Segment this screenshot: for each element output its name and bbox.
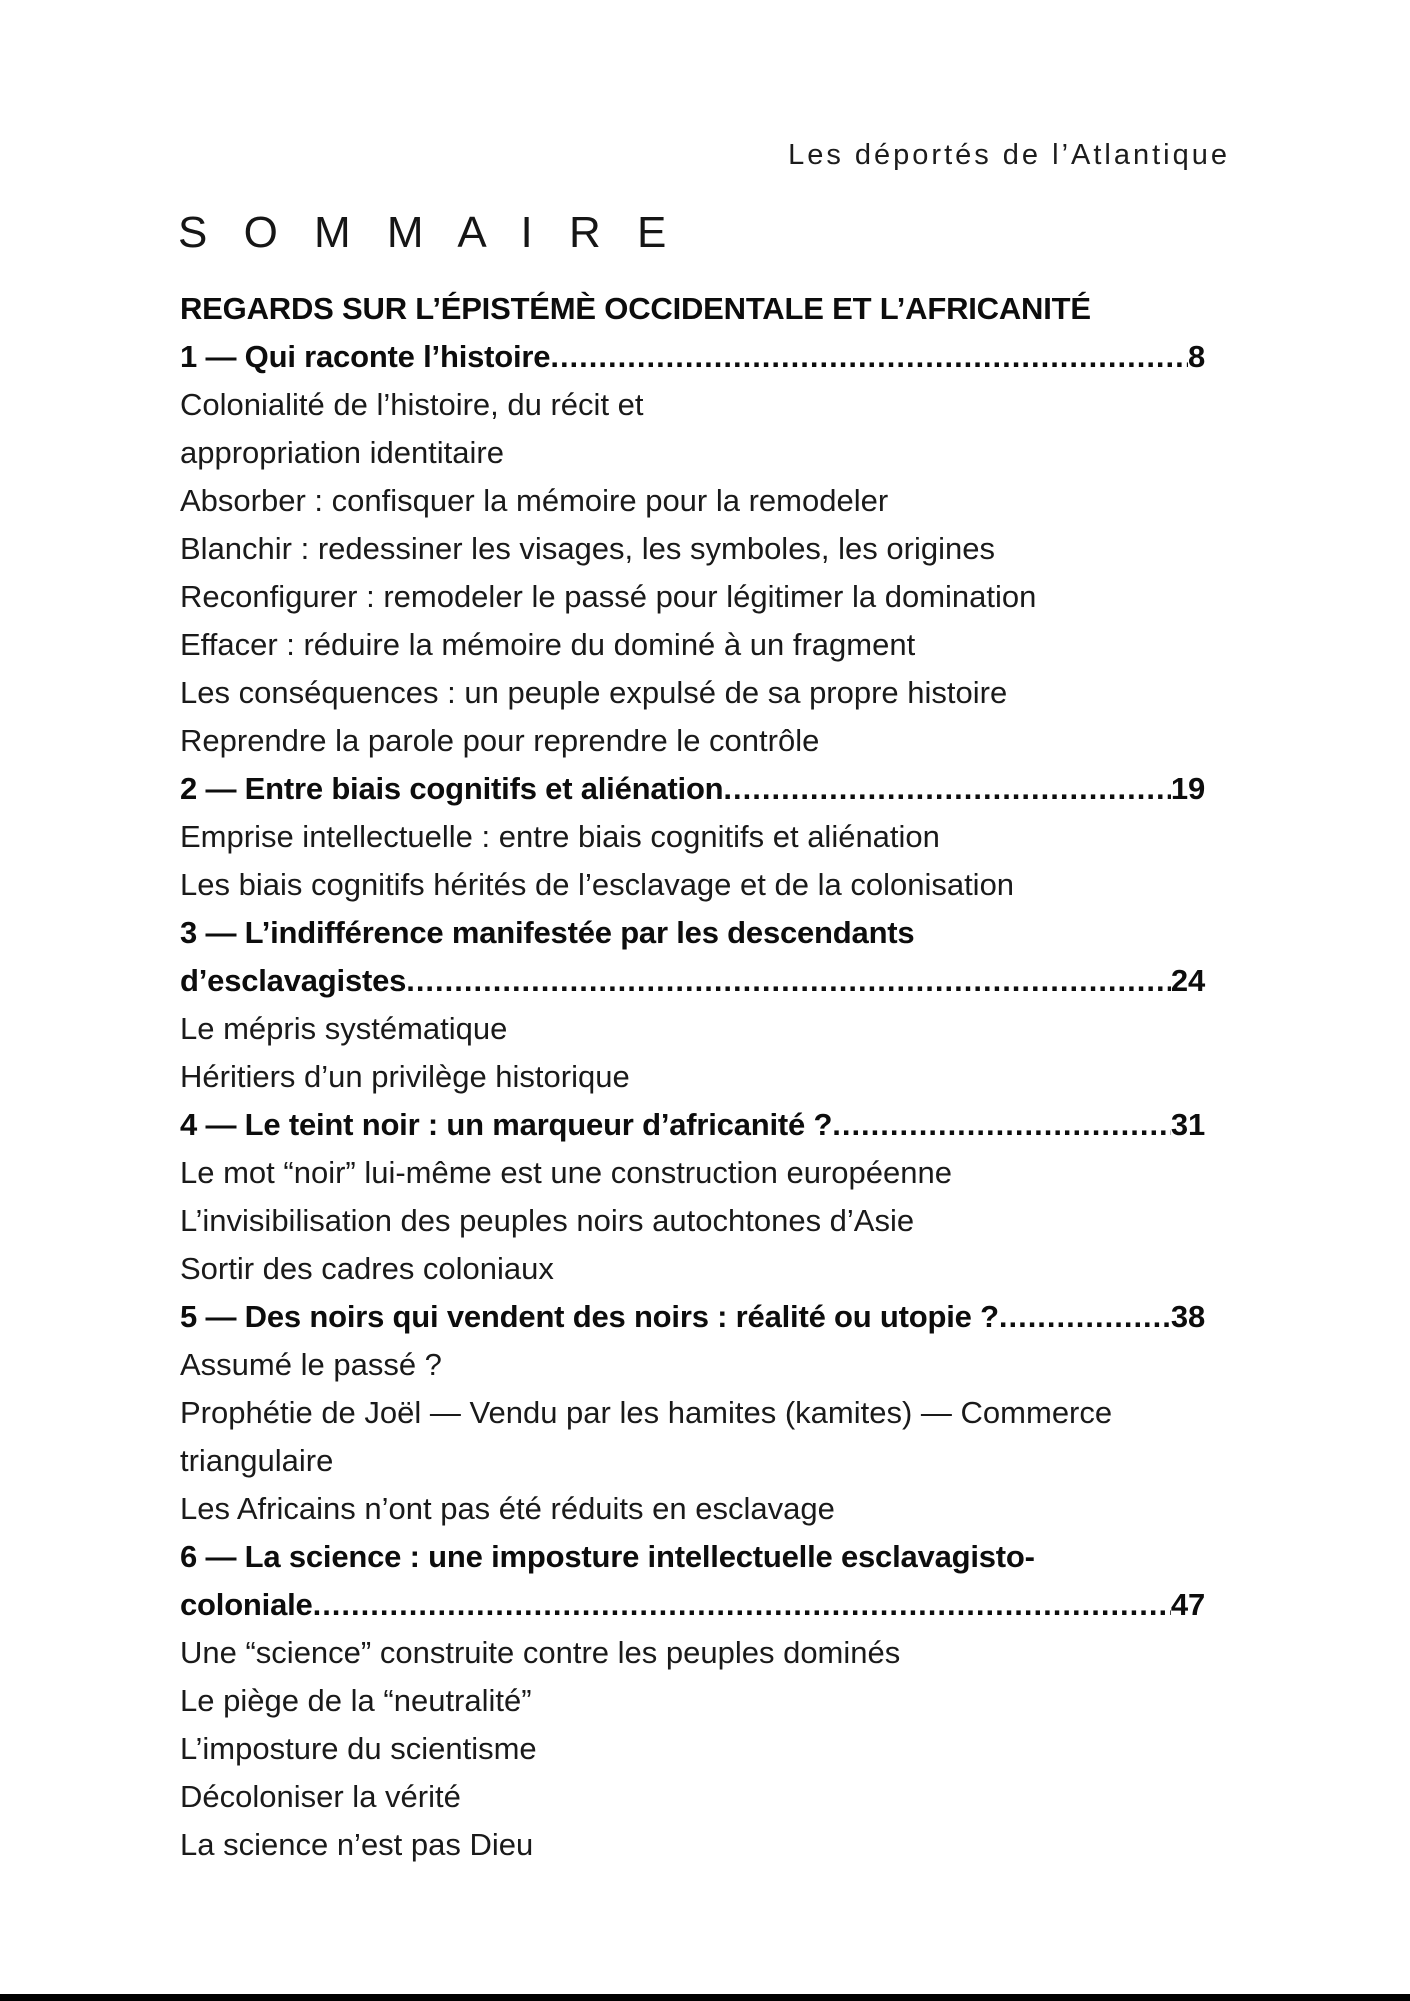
toc-sub-row <box>180 1773 1205 1821</box>
toc-entry-label: Une “science” construite contre les peuples dominés <box>180 1635 901 1670</box>
toc-chapter-row <box>180 1101 1205 1149</box>
page-title: S O M M A I R E <box>178 208 679 257</box>
toc-entry-label: d’esclavagistes <box>180 963 407 998</box>
toc-entry-label: 2 — Entre biais cognitifs et aliénation <box>180 771 724 806</box>
dot-leader <box>832 1101 1171 1149</box>
toc-entry-label: Décoloniser la vérité <box>180 1779 461 1814</box>
toc-entry-label: Blanchir : redessiner les visages, les symboles, les origines <box>180 531 995 566</box>
toc-entry-label: Le mot “noir” lui-même est une construction européenne <box>180 1155 952 1190</box>
toc-section-heading <box>180 285 1205 333</box>
toc-sub-row <box>180 1389 1205 1437</box>
dot-leader <box>999 1293 1171 1341</box>
toc-chapter-row <box>180 1293 1205 1341</box>
toc-sub-row <box>180 669 1205 717</box>
toc-entry-label: appropriation identitaire <box>180 435 504 470</box>
dot-leader <box>313 1581 1171 1629</box>
toc-sub-row <box>180 861 1205 909</box>
toc-entry-label: triangulaire <box>180 1443 334 1478</box>
toc-sub-row <box>180 1677 1205 1725</box>
toc-entry-label: Le piège de la “neutralité” <box>180 1683 532 1718</box>
toc-sub-row <box>180 1437 1205 1485</box>
page-number: 38 <box>1170 1299 1205 1334</box>
toc-sub-row <box>180 1197 1205 1245</box>
dot-leader <box>550 333 1188 381</box>
toc-chapter-row <box>180 1581 1205 1629</box>
toc-entry-label: 5 — Des noirs qui vendent des noirs : réalité ou utopie ? <box>180 1299 999 1334</box>
toc-sub-row <box>180 1245 1205 1293</box>
toc-entry-label: 4 — Le teint noir : un marqueur d’africanité ? <box>180 1107 833 1142</box>
toc-sub-row <box>180 1005 1205 1053</box>
toc-entry-label: Sortir des cadres coloniaux <box>180 1251 554 1286</box>
toc-sub-row <box>180 525 1205 573</box>
toc-sub-row <box>180 477 1205 525</box>
toc-entry-label: coloniale <box>180 1587 313 1622</box>
toc-sub-row <box>180 813 1205 861</box>
toc-entry-label: Le mépris systématique <box>180 1011 508 1046</box>
toc-entry-label: 1 — Qui raconte l’histoire <box>180 339 551 374</box>
toc-sub-row <box>180 381 1205 429</box>
toc-entry-label: L’imposture du scientisme <box>180 1731 537 1766</box>
toc-sub-row <box>180 717 1205 765</box>
toc-sub-row <box>180 1821 1205 1869</box>
toc-chapter-row <box>180 765 1205 813</box>
running-header: Les déportés de l’Atlantique <box>788 139 1230 171</box>
toc-entry-label: La science n’est pas Dieu <box>180 1827 534 1862</box>
toc-entry-label: 3 — L’indifférence manifestée par les descendants <box>180 915 915 950</box>
toc-entry-label: 6 — La science : une imposture intellectuelle esclavagisto- <box>180 1539 1035 1574</box>
toc-chapter-row <box>180 333 1205 381</box>
toc-entry-label: Reconfigurer : remodeler le passé pour légitimer la domination <box>180 579 1037 614</box>
toc-sub-row <box>180 573 1205 621</box>
toc-entry-label: Les biais cognitifs hérités de l’esclavage et de la colonisation <box>180 867 1015 902</box>
toc-entry-label: Colonialité de l’histoire, du récit et <box>180 387 644 422</box>
dot-leader <box>723 765 1170 813</box>
toc-entry-label: Les Africains n’ont pas été réduits en esclavage <box>180 1491 835 1526</box>
toc-entry-label: L’invisibilisation des peuples noirs autochtones d’Asie <box>180 1203 915 1238</box>
toc-sub-row <box>180 1053 1205 1101</box>
toc-sub-row <box>180 1629 1205 1677</box>
toc-sub-row <box>180 1725 1205 1773</box>
toc-sub-row <box>180 1485 1205 1533</box>
toc-entry-label: Reprendre la parole pour reprendre le contrôle <box>180 723 820 758</box>
toc-sub-row <box>180 1341 1205 1389</box>
toc-entry-label: Assumé le passé ? <box>180 1347 442 1382</box>
toc-entry-label: Emprise intellectuelle : entre biais cognitifs et aliénation <box>180 819 940 854</box>
toc-entry-label: Les conséquences : un peuple expulsé de sa propre histoire <box>180 675 1008 710</box>
toc-sub-row <box>180 429 1205 477</box>
page-number: 19 <box>1170 771 1205 806</box>
toc-entry-label: Effacer : réduire la mémoire du dominé à un fragment <box>180 627 916 662</box>
page-number: 24 <box>1170 963 1205 998</box>
toc-entry-label: Héritiers d’un privilège historique <box>180 1059 630 1094</box>
page-bottom-rule <box>0 1994 1410 2001</box>
toc-sub-row <box>180 1149 1205 1197</box>
page-number: 8 <box>1187 339 1205 374</box>
page-number: 31 <box>1170 1107 1205 1142</box>
dot-leader <box>406 957 1171 1005</box>
toc-chapter-row <box>180 909 1205 957</box>
toc-chapter-row <box>180 957 1205 1005</box>
toc-chapter-row <box>180 1533 1205 1581</box>
toc-entry-label: Absorber : confisquer la mémoire pour la remodeler <box>180 483 889 518</box>
toc-entry-label: Prophétie de Joël — Vendu par les hamites (kamites) — Commerce <box>180 1395 1113 1430</box>
toc <box>180 285 1205 1869</box>
toc-section-heading-label: REGARDS SUR L’ÉPISTÉMÈ OCCIDENTALE ET L’AFRICANITÉ <box>180 291 1091 326</box>
toc-sub-row <box>180 621 1205 669</box>
page-number: 47 <box>1170 1587 1205 1622</box>
